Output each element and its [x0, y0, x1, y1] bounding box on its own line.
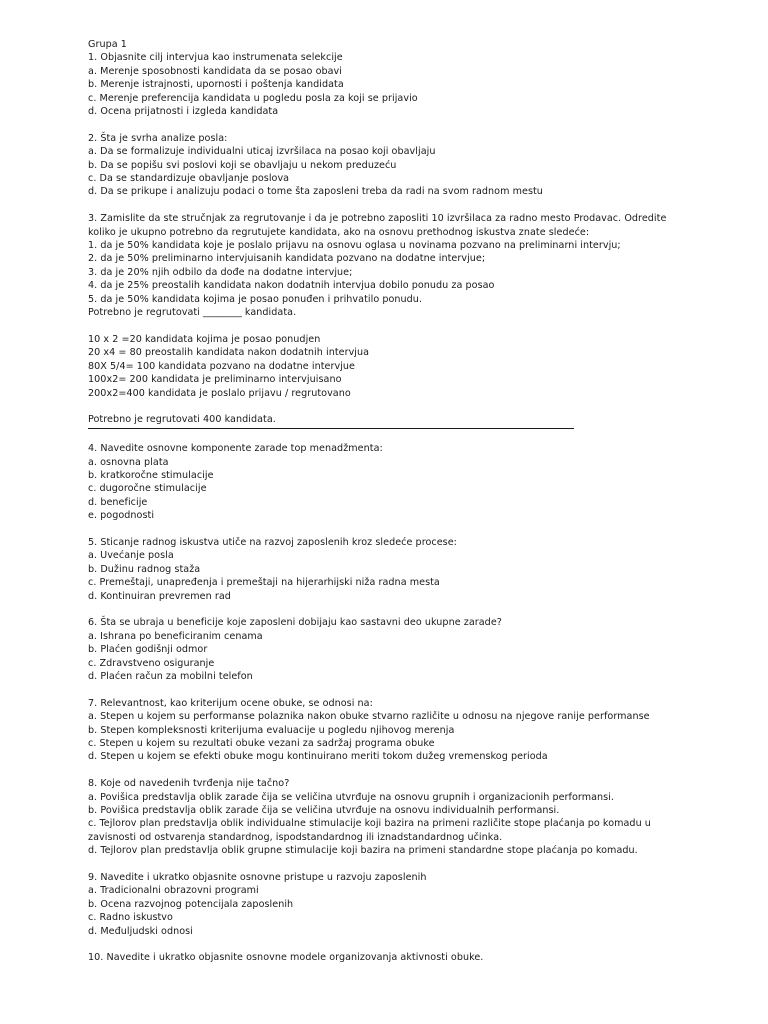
calculation-step: 10 x 2 =20 kandidata kojima je posao ponudjen	[88, 333, 321, 345]
answer-option: b. Povišica predstavlja oblik zarade čija se veličina utvrđuje na osnovu individualnih performansi.	[88, 805, 560, 817]
answer-option: a. Tradicionalni obrazovni programi	[88, 885, 259, 897]
condition-item: 5. da je 50% kandidata kojima je posao ponuđen i prihvatilo ponudu.	[88, 293, 423, 305]
question-title: 1. Objasnite cilj intervjua kao instrumenata selekcije	[88, 52, 343, 64]
calculation-step: 80X 5/4= 100 kandidata pozvano na dodatne intervjue	[88, 360, 355, 372]
answer-option: d. Međuljudski odnosi	[88, 925, 193, 937]
question-2	[88, 132, 688, 199]
answer-option: b. kratkoročne stimulacije	[88, 469, 214, 481]
answer-option: c. Zdravstveno osiguranje	[88, 657, 215, 669]
answer-option-continued: zavisnosti od ostvarenja standardnog, ispodstandardnog ili iznadstandardnog učinka.	[88, 831, 503, 843]
condition-item: 4. da je 25% preostalih kandidata nakon dodatnih intervjua dobilo ponudu za posao	[88, 280, 495, 292]
question-6	[88, 616, 688, 683]
question-8	[88, 777, 688, 857]
document-page	[88, 38, 688, 965]
answer-statement: Potrebno je regrutovati 400 kandidata.	[88, 414, 276, 426]
answer-option: d. Stepen u kojem se efekti obuke mogu kontinuirano meriti tokom dužeg vremenskog perioda	[88, 751, 548, 763]
question-title: 3. Zamislite da ste stručnjak za regrutovanje i da je potrebno zaposliti 10 izvršilaca za radno mesto Prodavac. Odredite	[88, 213, 667, 225]
answer-option: c. Stepen u kojem su rezultati obuke vezani za sadržaj programa obuke	[88, 738, 435, 749]
answer-option: b. Stepen kompleksnosti kriterijuma evaluacije u pogledu njihovog merenja	[88, 724, 455, 736]
question-title: 2. Šta je svrha analize posla:	[88, 132, 228, 144]
answer-option: a. Da se formalizuje individualni uticaj izvršilaca na posao koji obavljaju	[88, 146, 436, 158]
answer-option: b. Dužinu radnog staža	[88, 563, 201, 575]
answer-option: c. Da se standardizuje obavljanje poslova	[88, 173, 290, 185]
answer-option: c. dugoročne stimulacije	[88, 483, 207, 495]
answer-option: a. Uvećanje posla	[88, 550, 174, 562]
question-5	[88, 536, 688, 603]
answer-option: d. Kontinuiran prevremen rad	[88, 590, 231, 602]
calculation-step: 200x2=400 kandidata je poslalo prijavu / regrutovano	[88, 387, 351, 399]
answer-option: d. Plaćen račun za mobilni telefon	[88, 670, 253, 682]
answer-option: a. Merenje sposobnosti kandidata da se posao obavi	[88, 65, 342, 77]
answer-option: d. Da se prikupe i analizuju podaci o tome šta zaposleni treba da radi na svom radnom mestu	[88, 186, 543, 198]
question-3	[88, 212, 688, 428]
answer-option: c. Premeštaji, unapređenja i premeštaji na hijerarhijski niža radna mesta	[88, 577, 440, 589]
answer-option: a. Ishrana po beneficiranim cenama	[88, 630, 263, 642]
condition-item: 2. da je 50% preliminarno intervjuisanih kandidata pozvano na dodatne intervjue;	[88, 253, 486, 265]
question-title: 8. Koje od navedenih tvrđenja nije tačno?	[88, 778, 290, 790]
question-title: 6. Šta se ubraja u beneficije koje zaposleni dobijaju kao sastavni deo ukupne zarade?	[88, 617, 502, 629]
question-9	[88, 871, 688, 938]
answer-option: c. Tejlorov plan predstavlja oblik individualne stimulacije koji bazira na primeni različite stope plaćanja po komadu u	[88, 818, 651, 830]
question-4	[88, 442, 688, 522]
answer-option: b. Ocena razvojnog potencijala zaposlenih	[88, 898, 294, 910]
blank-prompt: Potrebno je regrutovati ________ kandidata.	[88, 307, 297, 319]
answer-option: b. Plaćen godišnji odmor	[88, 644, 208, 656]
calculation-step: 100x2= 200 kandidata je preliminarno intervjuisano	[88, 374, 342, 386]
condition-item: 3. da je 20% njih odbilo da dođe na dodatne intervjue;	[88, 266, 353, 278]
group-header: Grupa 1	[88, 39, 127, 50]
question-title: 5. Sticanje radnog iskustva utiče na razvoj zaposlenih kroz sledeće procese:	[88, 536, 457, 548]
answer-option: c. Merenje preferencija kandidata u pogledu posla za koji se prijavio	[88, 92, 418, 104]
question-10	[88, 951, 688, 964]
answer-option: d. Tejlorov plan predstavlja oblik grupne stimulacije koji bazira na primeni standardne stope plaćanja po komadu.	[88, 845, 638, 857]
question-title-continued: koliko je ukupno potrebno da regrutujete kandidata, ako na osnovu prethodnog iskustva znate sledeće:	[88, 226, 590, 238]
answer-option: a. osnovna plata	[88, 456, 169, 468]
answer-option: c. Radno iskustvo	[88, 912, 173, 924]
answer-option: a. Povišica predstavlja oblik zarade čija se veličina utvrđuje na osnovu grupnih i organizacionih performansi.	[88, 791, 615, 803]
question-title: 4. Navedite osnovne komponente zarade top menadžmenta:	[88, 443, 383, 455]
answer-option: b. Da se popišu svi poslovi koji se obavljaju u nekom preduzeću	[88, 159, 397, 171]
answer-option: b. Merenje istrajnosti, upornosti i poštenja kandidata	[88, 79, 344, 91]
answer-option: a. Stepen u kojem su performanse polaznika nakon obuke stvarno različite u odnosu na njegove ranije performanse	[88, 711, 650, 723]
question-title: 7. Relevantnost, kao kriterijum ocene obuke, se odnosi na:	[88, 697, 373, 709]
answer-option: d. beneficije	[88, 496, 148, 508]
calculation-step: 20 x4 = 80 preostalih kandidata nakon dodatnih intervjua	[88, 347, 370, 359]
question-title: 10. Navedite i ukratko objasnite osnovne modele organizovanja aktivnosti obuke.	[88, 952, 484, 964]
condition-item: 1. da je 50% kandidata koje je poslalo prijavu na osnovu oglasa u novinama pozvano na preliminarni intervju;	[88, 240, 621, 252]
answer-option: d. Ocena prijatnosti i izgleda kandidata	[88, 106, 279, 118]
question-7	[88, 697, 688, 764]
question-1	[88, 51, 688, 118]
answer-option: e. pogodnosti	[88, 510, 155, 522]
question-title: 9. Navedite i ukratko objasnite osnovne pristupe u razvoju zaposlenih	[88, 872, 427, 884]
